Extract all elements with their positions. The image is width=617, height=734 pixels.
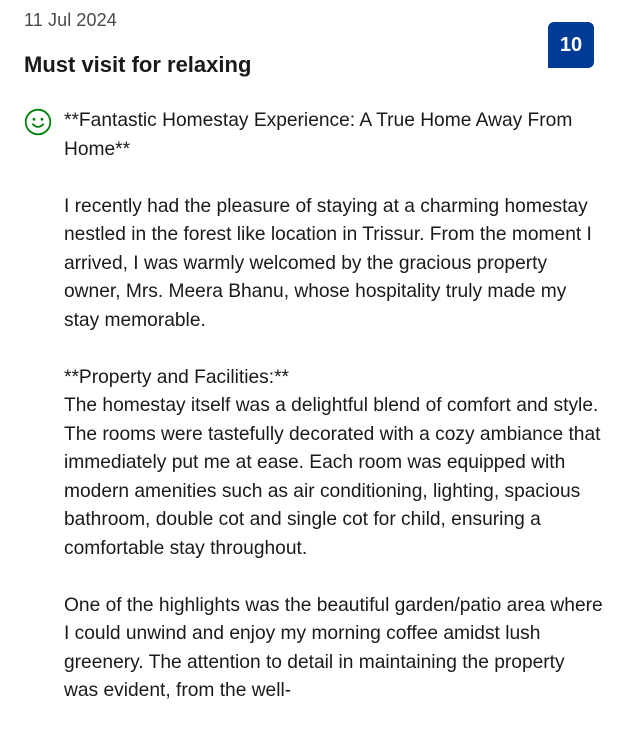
- review-paragraph: One of the highlights was the beautiful garden/patio area where I could unwind and enjoy my morning coffee amidst lush greenery. The attention to detail in maintaining the property was evident, from the well-: [64, 594, 603, 701]
- smiley-face-icon: [24, 108, 52, 136]
- review-score-badge: 10: [548, 22, 594, 68]
- review-date: 11 Jul 2024: [24, 10, 117, 30]
- review-paragraph: I recently had the pleasure of staying at a charming homestay nestled in the forest like location in Trissur. From the moment I arrived, I was warmly welcomed by the gracious property owner, Mrs. Meera Bhanu, whose hospitality truly made my stay memorable.: [64, 195, 592, 331]
- review-body: [64, 107, 604, 734]
- review-title: Must visit for relaxing: [24, 52, 252, 77]
- review-paragraph: **Property and Facilities:** The homestay itself was a delightful blend of comfort and style. The rooms were tastefully decorated with a cozy ambiance that immediately put me at ease. Each room was equipped with modern amenities such as air conditioning, lighting, spacious bathroom, double cot and single cot for child, ensuring a comfortable stay throughout.: [64, 366, 601, 559]
- review-heading-paragraph: **Fantastic Homestay Experience: A True Home Away From Home**: [64, 110, 573, 160]
